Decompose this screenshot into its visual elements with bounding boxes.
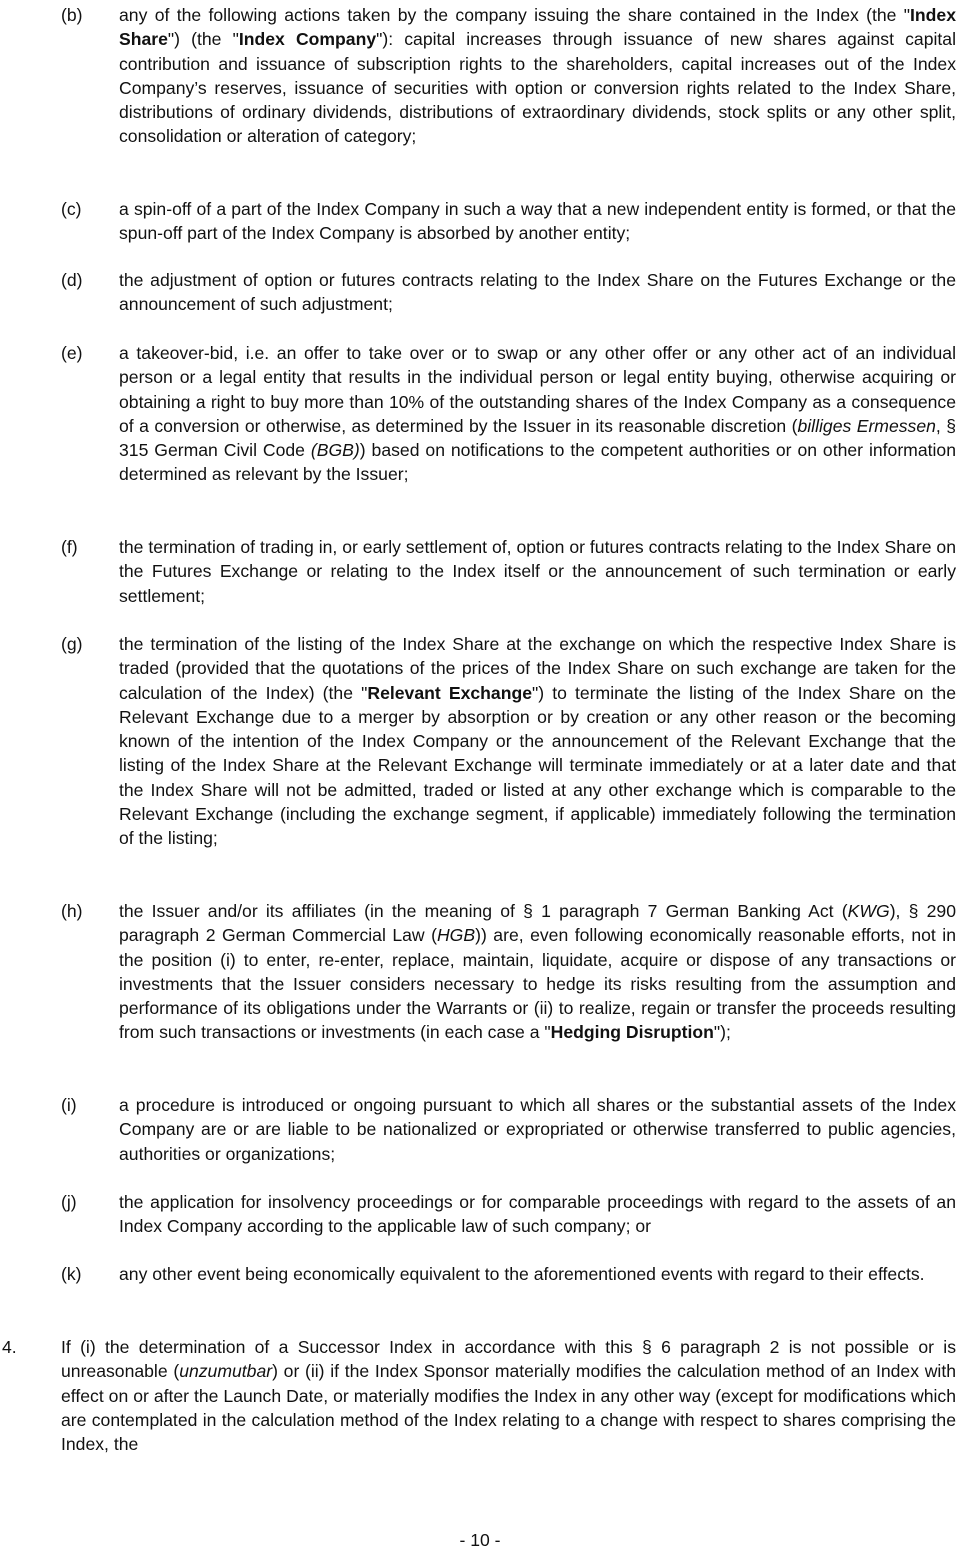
item-marker: (k): [61, 1264, 82, 1284]
item-marker: (j): [61, 1192, 77, 1212]
item-marker: (f): [61, 537, 78, 557]
item-text: [61, 1335, 956, 1456]
text-run: "): capital increases through issuance of new shares against capital contribution and issuance of subscription rights to the shareholders, capital increases out of the Index Company’s reserves, issuance of securities with option or conversion rights related to the Index Share, distributions of ordinary dividends, distributions of extraordinary dividends, stock splits or any other split, consolidation or alteration of category;: [119, 29, 956, 147]
italic-term: (BGB): [310, 440, 360, 461]
item-text: [119, 3, 956, 149]
text-run: ") to terminate the listing of the Index Share on the Relevant Exchange due to a merger by absorption or by creation or any other reason or the becoming known of the intention of the Index Company or the announcement of the Relevant Exchange that the listing of the Index Share at the Relevant Exchange will terminate immediately or at a later date and that the Index Share will not be admitted, traded or listed at any other exchange which is comparable to the Relevant Exchange (including the exchange segment, if applicable) immediately following the termination of the listing;: [119, 682, 956, 849]
text-run: a procedure is introduced or ongoing pursuant to which all shares or the substantial assets of the Index Company are or are liable to be nationalized or expropriated or otherwise transferred to public agencies, authorities or organizations;: [119, 1095, 956, 1164]
text-run: the adjustment of option or futures contracts relating to the Index Share on the Futures Exchange or the announcement of such adjustment;: [119, 270, 956, 315]
italic-term: unzumutbar: [179, 1361, 273, 1382]
text-run: ) based on notifications to the competent authorities or on other information determined as relevant by the Issuer;: [119, 440, 956, 485]
bold-term: Hedging Disruption: [550, 1022, 714, 1043]
item-marker: (d): [61, 270, 83, 290]
italic-term: KWG: [847, 901, 890, 921]
text-run: If (i) the determination of a Successor Index in accordance with this § 6 paragraph 2 is not possible or is unreasonable (: [61, 1337, 956, 1382]
item-marker: (i): [61, 1095, 77, 1115]
text-run: a spin-off of a part of the Index Company in such a way that a new independent entity is formed, or that the spun-off part of the Index Company is absorbed by another entity;: [119, 199, 956, 244]
bold-term: Index Company: [238, 29, 377, 50]
text-run: the Issuer and/or its affiliates (in the meaning of § 1 paragraph 7 German Banking Act (: [119, 901, 848, 921]
item-marker: (c): [61, 199, 82, 219]
italic-term: HGB: [436, 925, 476, 946]
item-marker: (h): [61, 901, 83, 921]
item-text: [119, 1190, 956, 1239]
item-marker: (g): [61, 634, 83, 654]
item-text: [119, 341, 956, 487]
item-text: [119, 535, 956, 608]
italic-term: billiges Ermessen: [797, 415, 936, 436]
text-run: the application for insolvency proceedings or for comparable proceedings with regard to the assets of an Index Company according to the applicable law of such company; or: [119, 1192, 956, 1237]
text-run: the termination of the listing of the Index Share at the exchange on which the respective Index Share is traded (provided that the quotations of the prices of the Index Share on such exchange are taken for the calculation of the Index) (the ": [119, 634, 956, 703]
text-run: , § 315 German Civil Code: [119, 415, 957, 461]
text-run: any of the following actions taken by the company issuing the share contained in the Index (the ": [119, 5, 911, 25]
text-run: a takeover-bid, i.e. an offer to take over or to swap or any other offer or any other act of an individual person or a legal entity that results in the individual person or legal entity buying, otherwise acquiring or obtaining a right to buy more than 10% of the outstanding shares of the Index Company as a consequence of a conversion or otherwise, as determined by the Issuer in its reasonable discretion (: [119, 343, 956, 436]
bold-term: Relevant Exchange: [367, 682, 532, 703]
text-run: ") (the ": [167, 29, 239, 50]
item-text: [119, 197, 956, 246]
text-run: )) are, even following economically reasonable efforts, not in the position (i) to enter, re-enter, replace, maintain, liquidate, acquire or dispose of any transactions or investments that the Issuer considers necessary to hedge its risks resulting from the assumption and performance of its obligations under the Warrants or (ii) to realize, regain or transfer the proceeds resulting from such transactions or investments (in each case a ": [119, 925, 956, 1043]
text-run: ), § 290 paragraph 2 German Commercial Law (: [119, 901, 956, 946]
bold-term: Index Share: [119, 5, 956, 50]
text-run: ");: [713, 1022, 731, 1043]
item-text: [119, 632, 956, 851]
page-number: - 10 -: [459, 1530, 501, 1550]
item-marker: 4.: [2, 1337, 17, 1357]
item-text: [119, 1093, 956, 1166]
item-text: [119, 268, 956, 317]
item-marker: (b): [61, 5, 83, 25]
item-marker: (e): [61, 343, 83, 363]
item-text: [119, 1262, 956, 1286]
text-run: the termination of trading in, or early settlement of, option or futures contracts relating to the Index Share on the Futures Exchange or relating to the Index itself or the announcement of such termination or early settlement;: [119, 537, 956, 606]
text-run: any other event being economically equivalent to the aforementioned events with regard to their effects.: [119, 1264, 925, 1284]
item-text: [119, 899, 956, 1045]
text-run: ) or (ii) if the Index Sponsor materially modifies the calculation method of an Index with effect on or after the Launch Date, or materially modifies the Index in any other way (except for modifications which are contemplated in the calculation method of the Index relating to a change with respect to shares comprising the Index, the: [61, 1361, 956, 1455]
